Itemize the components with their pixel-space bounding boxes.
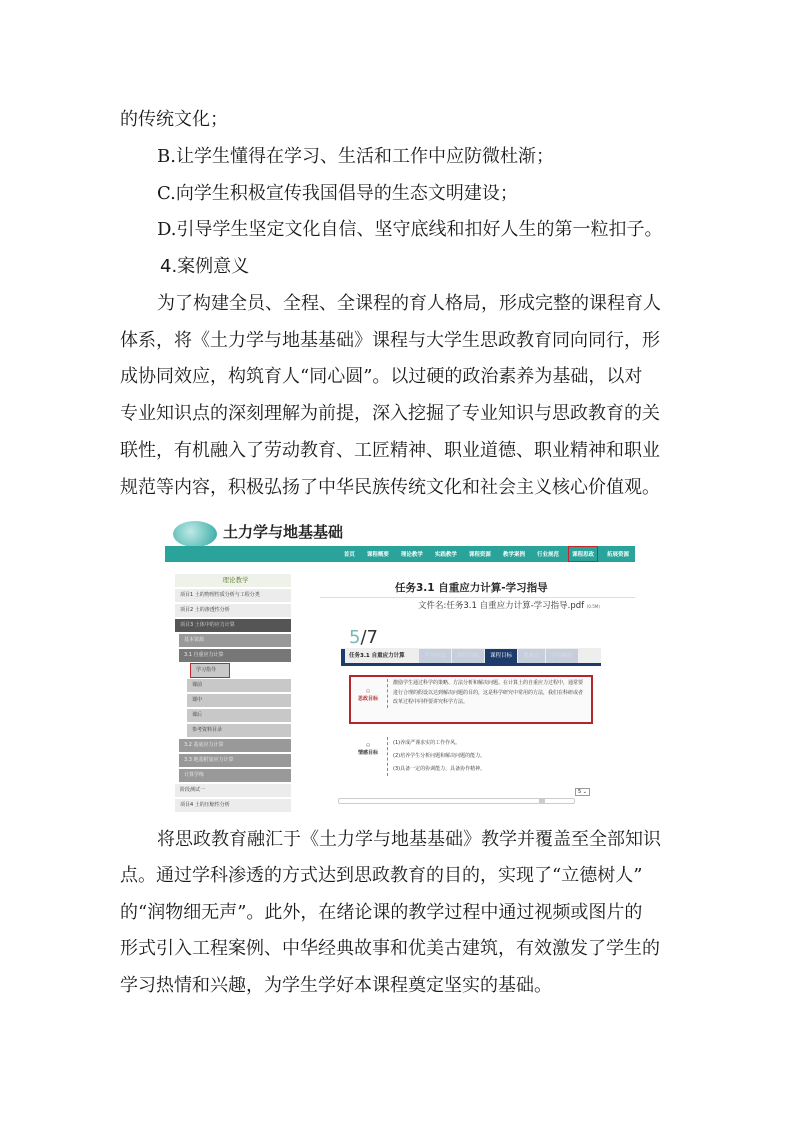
sidebar-item[interactable]: 项目1 土的物理性质分析与工程分类 — [175, 589, 291, 602]
goal2-item: (3)具备一定的协调能力、具备协作精神。 — [393, 766, 486, 772]
nav-item[interactable]: 教学案例 — [502, 552, 525, 558]
goal1-label: 思政目标 — [357, 696, 378, 702]
text-line: 成协同效应，构筑育人“同心圆”。以过硬的政治素养为基础，以对 — [120, 366, 643, 387]
sidebar-item[interactable]: 3.2 基底应力计算 — [179, 739, 291, 752]
sidebar-item[interactable]: 阶段测试一 — [175, 784, 291, 797]
tab[interactable]: 学习方法 — [419, 649, 451, 663]
text-line: 专业知识点的深刻理解为前提，深入挖掘了专业知识与思政教育的关 — [120, 403, 660, 424]
text-line: 的“润物细无声”。此外，在绪论课的教学过程中通过视频或图片的 — [120, 902, 643, 923]
tab-active[interactable]: 课程目标 — [485, 649, 517, 663]
option-c: C.向学生积极宣传我国倡导的生态文明建设； — [157, 183, 518, 204]
file-name-text: 文件名:任务3.1 自重应力计算-学习指导.pdf — [418, 601, 585, 611]
goal1 — [353, 689, 383, 702]
sidebar-item[interactable]: 3.3 地基附加应力计算 — [179, 754, 291, 767]
page-select[interactable]: 5 ⌄ — [575, 788, 590, 796]
text-line: 联性，有机融入了劳动教育、工匠精神、职业道德、职业精神和职业 — [120, 440, 660, 461]
sidebar-item[interactable]: 基本资源 — [179, 634, 291, 647]
sidebar-item[interactable]: 计算学练 — [179, 769, 291, 782]
nav-item[interactable]: 首页 — [343, 552, 355, 558]
goal1-text: 激励学生通过科学的策略、方法分析和解决问题。在计算土的自重应力过程中，通常要进行合理的假设以达到解决问题的目的，这是科学研究中常用的方法，我们在科研或者改革过程中同样要讲究科学方法。 — [387, 679, 587, 708]
text-line: 规范等内容，积极弘扬了中华民族传统文化和社会主义核心价值观。 — [120, 477, 660, 498]
text-line: 为了构建全员、全程、全课程的育人格局，形成完整的课程育人 — [157, 293, 661, 314]
divider — [320, 597, 635, 598]
goal2-label: 情感目标 — [357, 750, 378, 756]
text-line: 的传统文化； — [120, 109, 228, 130]
sidebar-item-selected[interactable]: 学习指导 — [191, 664, 229, 677]
text-line: 学习热情和兴趣，为学生学好本课程奠定坚实的基础。 — [120, 975, 552, 996]
nav-item[interactable]: 课程资源 — [468, 552, 491, 558]
page-select-value: 5 — [578, 789, 582, 795]
tab-bar-label: 任务3.1 自重应力计算 — [341, 649, 419, 663]
tab[interactable]: 知识目标 — [452, 649, 484, 663]
scroll-thumb[interactable] — [539, 799, 545, 803]
nav-item-selected[interactable]: 课程思政 — [569, 547, 597, 561]
page-indicator — [349, 627, 378, 648]
sidebar-item[interactable]: 3.1 自重应力计算 — [179, 649, 291, 662]
goal2-item: (1)养成严谨求实的工作作风。 — [393, 740, 461, 746]
sidebar-item[interactable]: 课前 — [187, 679, 291, 692]
option-b: B.让学生懂得在学习、生活和工作中应防微杜渐； — [157, 146, 554, 167]
site-title: 土力学与地基基础 — [223, 523, 344, 541]
tab[interactable]: 重难点 — [518, 649, 545, 663]
person-icon: ⚇ — [365, 689, 371, 695]
horizontal-scrollbar[interactable] — [338, 798, 575, 804]
website-screenshot — [165, 517, 635, 809]
doc-title: 任务3.1 自重应力计算-学习指导 — [395, 582, 548, 594]
sidebar-item[interactable]: 课中 — [187, 694, 291, 707]
nav-item[interactable]: 拓展资源 — [606, 552, 629, 558]
sidebar-item[interactable]: 项目2 土的渗透性分析 — [175, 604, 291, 617]
text-line: 体系，将《土力学与地基基础》课程与大学生思政教育同向同行，形 — [120, 330, 660, 351]
sidebar-item[interactable]: 项目4 土的压缩性分析 — [175, 799, 291, 812]
globe-logo-icon — [173, 521, 217, 547]
page-current: 5 — [349, 627, 361, 648]
nav-item[interactable]: 课程概要 — [366, 552, 389, 558]
goal2-list — [387, 737, 587, 776]
text-line: 点。通过学科渗透的方式达到思政教育的目的，实现了“立德树人” — [120, 865, 643, 886]
sidebar-item[interactable]: 课后 — [187, 709, 291, 722]
sidebar — [175, 574, 291, 814]
file-name — [418, 599, 600, 611]
goal2-item: (2)培养学生分析问题和解决问题的能力。 — [393, 753, 486, 759]
text-line: 形式引入工程案例、中华经典故事和优美古建筑，有效激发了学生的 — [120, 938, 660, 959]
nav-item[interactable]: 行业规范 — [536, 552, 559, 558]
sidebar-header: 理论教学 — [175, 574, 291, 587]
section-heading: 4.案例意义 — [160, 256, 250, 277]
page-total: /7 — [360, 627, 378, 648]
top-nav — [165, 546, 635, 562]
sidebar-item[interactable]: 项目3 土体中的应力计算 — [175, 619, 291, 632]
option-d: D.引导学生坚定文化自信、坚守底线和扣好人生的第一粒扣子。 — [157, 219, 663, 240]
nav-item[interactable]: 理论教学 — [400, 552, 423, 558]
text-line: 将思政教育融汇于《土力学与地基基础》教学并覆盖至全部知识 — [157, 829, 661, 850]
sidebar-item[interactable]: 参考资料目录 — [187, 724, 291, 737]
file-size: (0.5M) — [586, 604, 600, 609]
tab[interactable]: 学习路径 — [546, 649, 578, 663]
tab-bar — [341, 648, 601, 666]
nav-item[interactable]: 实践教学 — [434, 552, 457, 558]
goal2 — [353, 743, 383, 756]
person-icon: ⚇ — [365, 743, 371, 749]
